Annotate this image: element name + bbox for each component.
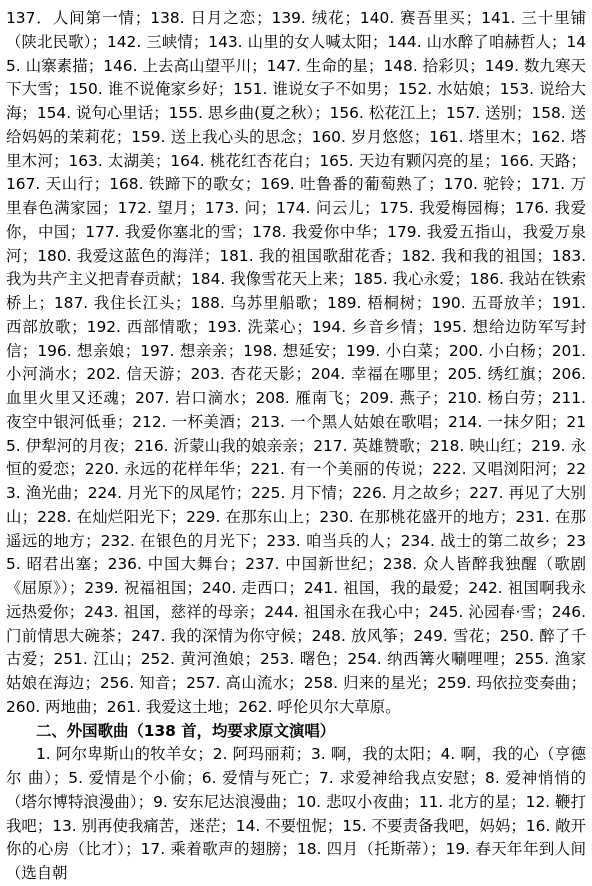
foreign-songs-heading: 二、外国歌曲（138 首，均要求原文演唱） bbox=[36, 721, 336, 740]
foreign-songs-list: 1. 阿尔卑斯山的牧羊女；2. 阿玛丽莉；3. 啊，我的太阳；4. 啊，我的心（亨德尔 曲）；5. 爱情是个小偷；6. 爱情与死亡；7. 求爱神给我点安慰；8. 爱神悄悄的（塔尔博特浪漫曲）；9. 安东尼达浪漫曲；10. 悲叹小夜曲；11. 北方的星；12. 鞭打我吧；13. 别再使我痛苦，迷茫；14. 不要忸怩；15. 不要责备我吧，妈妈；16. 敞开你的心房（比才）；17. 乘着歌声的翅膀；18. 四月（托斯蒂）；19. 春天年年到人间（选自朝 bbox=[6, 745, 586, 882]
chinese-songs-list: 137．人间第一情；138. 日月之恋；139. 绒花；140. 赛吾里买；141. 三十里铺（陕北民歌）；142. 三峡情；143. 山里的女人喊太阳；144. 山水醉了咱赫哲人；145. 山寨素描；146. 上去高山望平川；147. 生命的星；148. 拾彩贝；149. 数九寒天下大雪；150. 谁不说俺家乡好；151. 谁说女子不如男；152. 水姑娘；153. 说给大海；154. 说句心里话；155. 思乡曲(夏之秋）；156. 松花江上；157. 送别；158. 送给妈妈的茉莉花；159. 送上我心头的思念；160. 岁月悠悠；161. 塔里木；162. 塔里木河；163. 太湖美；164. 桃花红杏花白；165. 天边有颗闪亮的星；166. 天路；167. 天山行；168. 铁蹄下的歌女；169. 吐鲁番的葡萄熟了；170. 驼铃；171. 万里春色满家园；172. 望月；173. 问；174. 问云儿；175. 我爱梅园梅；176. 我爱你，中国；177. 我爱你塞北的雪；178. 我爱你中华；179. 我爱五指山，我爱万泉河；180. 我爱这蓝色的海洋；181. 我的祖国歌甜花香；182. 我和我的祖国；183. 我为共产主义把青春贡献；184. 我像雪花天上来；185. 我心永爱；186. 我站在铁索桥上；187. 我住长江头；188. 乌苏里船歌；189. 梧桐树；190. 五哥放羊；191. 西部放歌；192. 西部情歌；193. 洗菜心；194. 乡音乡情；195. 想给边防军写封信；196. 想亲娘；197. 想亲亲；198. 想延安；199. 小白菜；200. 小白杨；201. 小河淌水；202. 信天游；203. 杏花天影；204. 幸福在哪里；205. 绣红旗；206. 血里火里又还魂；207. 岩口滴水；208. 雁南飞；209. 燕子；210. 杨白劳；211. 夜空中银河低垂；212. 一杯美酒；213. 一个黑人姑娘在歌唱；214. 一抹夕阳；215. 伊犁河的月夜；216. 沂蒙山我的娘亲亲；217. 英雄赞歌；218. 映山红；219. 永恒的爱恋；220. 永远的花样年华；221. 有一个美丽的传说；222. 又唱浏阳河；223. 渔光曲；224. 月光下的凤尾竹；225. 月下情；226. 月之故乡；227. 再见了大别山；228. 在灿烂阳光下；229. 在那东山上；230. 在那桃花盛开的地方；231. 在那遥远的地方；232. 在银色的月光下；233. 咱当兵的人；234. 战士的第二故乡；235. 昭君出塞；236. 中国大舞台；237. 中国新世纪；238. 众人皆醉我独醒（歌剧《屈原》）；239. 祝福祖国；240. 走西口；241. 祖国，我的最爱；242. 祖国啊我永远热爱你；243. 祖国，慈祥的母亲；244. 祖国永在我心中；245. 沁园春·雪；246. 门前情思大碗茶；247. 我的深情为你守候；248. 放风筝；249. 雪花；250. 醉了千古爱；251. 江山；252. 黄河渔娘；253. 曙色；254. 纳西篝火唰哩哩；255. 渔家姑娘在海边；256. 知音；257. 高山流水；258. 归来的星光；259. 玛依拉变奏曲；260. 两地曲；261. 我爱这土地；262. 呼伦贝尔大草原。 bbox=[6, 9, 586, 716]
